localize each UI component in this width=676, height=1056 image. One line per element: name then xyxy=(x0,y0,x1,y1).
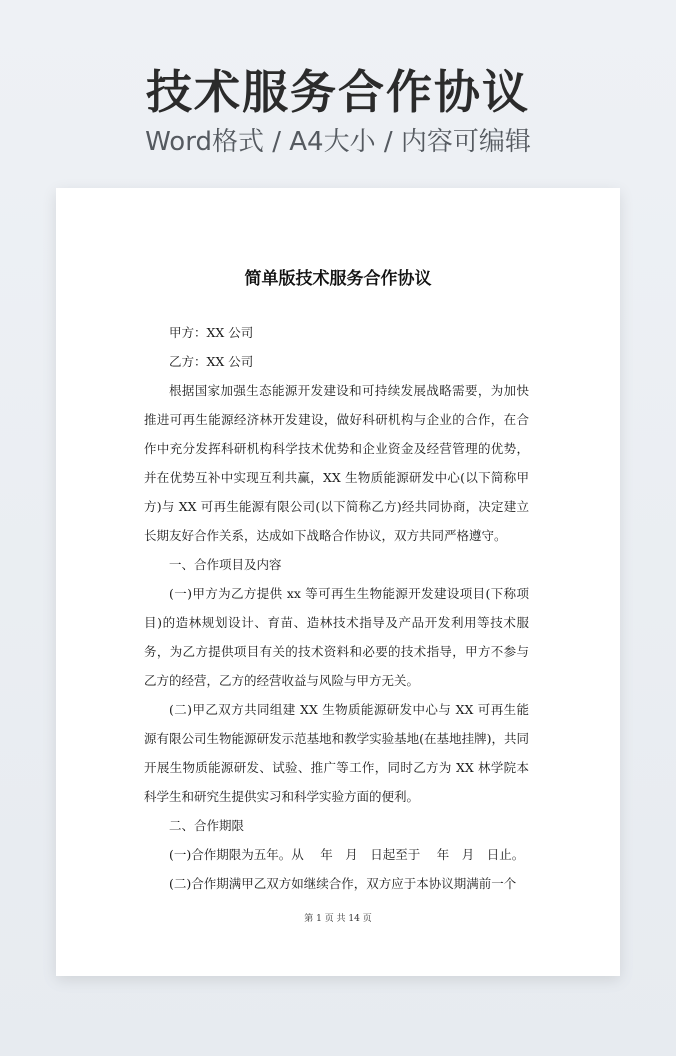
section-heading-1: 一、合作项目及内容 xyxy=(169,557,282,572)
page-subtitle: Word格式 / A4大小 / 内容可编辑 xyxy=(145,127,531,157)
document-title: 简单版技术服务合作协议 xyxy=(244,269,432,289)
page-title: 技术服务合作协议 xyxy=(146,65,530,119)
clause-2-1: (一)合作期限为五年。从 年 月 日起至于 年 月 日止。 xyxy=(169,847,525,862)
clause-1-1: (一)甲方为乙方提供 xx 等可再生生物能源开发建设项目(下称项目)的造林规划设计、育苗、造林技术指导及产品开发利用等技术服务，为乙方提供项目有关的技术资料和必要的技术指导，甲方不参与乙方的经营，乙方的经营收益与风险与甲方无关。 xyxy=(144,586,529,688)
document-body xyxy=(144,318,529,898)
preamble-paragraph: 根据国家加强生态能源开发建设和可持续发展战略需要，为加快推进可再生能源经济林开发建设，做好科研机构与企业的合作，在合作中充分发挥科研机构科学技术优势和企业资金及经营管理的优势，并在优势互补中实现互利共赢，XX 生物质能源研发中心(以下简称甲方)与 XX 可再生能源有限公司(以下简称乙方)经共同协商，决定建立长期友好合作关系，达成如下战略合作协议，双方共同严格遵守。 xyxy=(144,383,529,543)
document-page xyxy=(56,188,620,976)
clause-2-2: (二)合作期满甲乙双方如继续合作，双方应于本协议期满前一个 xyxy=(169,876,517,891)
party-a: 甲方：XX 公司 xyxy=(169,325,254,340)
party-b: 乙方：XX 公司 xyxy=(169,354,254,369)
clause-1-2: (二)甲乙双方共同组建 XX 生物质能源研发中心与 XX 可再生能源有限公司生物能源研发示范基地和教学实验基地(在基地挂牌)，共同开展生物质能源研发、试验、推广等工作，同时乙方为 XX 林学院本科学生和研究生提供实习和科学实验方面的便利。 xyxy=(144,702,529,804)
page-number-footer: 第 1 页 共 14 页 xyxy=(304,914,372,924)
section-heading-2: 二、合作期限 xyxy=(169,818,245,833)
header xyxy=(0,62,676,160)
